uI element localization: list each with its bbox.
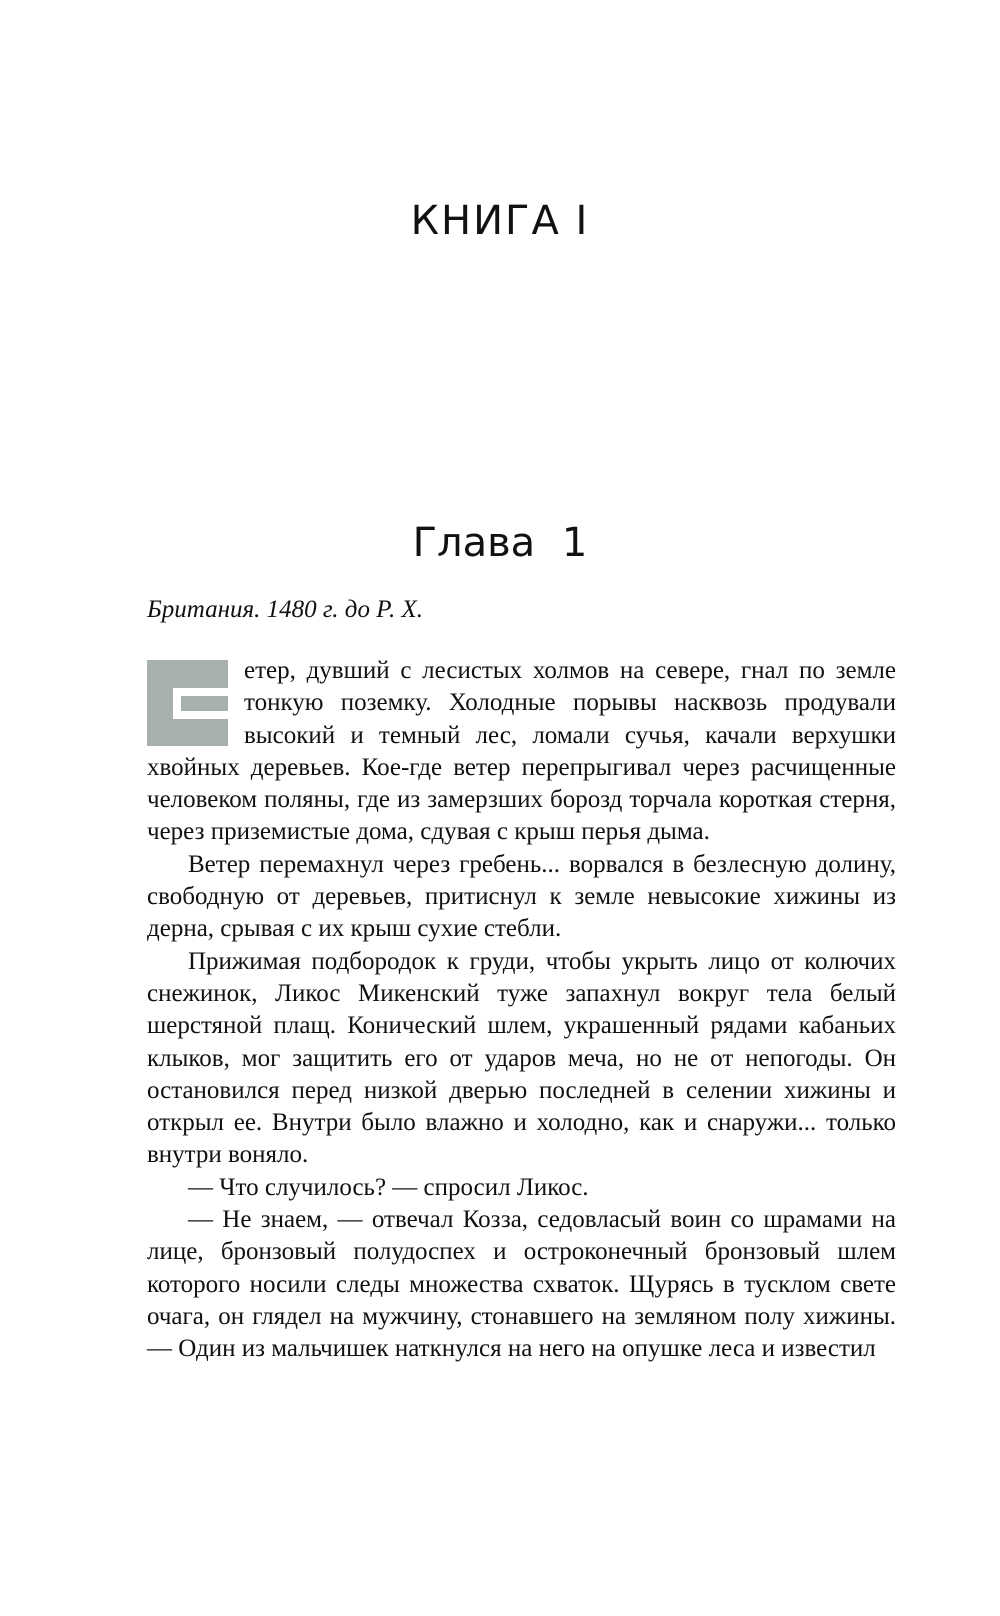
- dropcap-letter-icon: [147, 660, 228, 746]
- chapter-subtitle: Британия. 1480 г. до Р. Х.: [147, 596, 423, 623]
- paragraph-text: етер, дувший с лесистых холмов на севере, гнал по земле тонкую поземку. Холодные порывы насквозь продували высокий и темный лес, ломали сучья, качали верхушки хвойных деревьев. Кое-где ветер перепрыгивал через расчищенные человеком поляны, где из замерзших борозд торчала короткая стерня, через приземистые дома, сдувая с крыш перья дыма.: [147, 657, 896, 846]
- paragraph-1: [147, 655, 896, 849]
- chapter-title: Глава 1: [412, 520, 588, 566]
- paragraph-2: Ветер перемахнул через гребень... ворвался в безлесную долину, свободную от деревьев, притиснул к земле невысокие хижины из дерна, срывая с их крыш сухие стебли.: [147, 850, 896, 943]
- paragraph-5: — Не знаем, — отвечал Козза, седовласый воин со шрамами на лице, бронзовый полудоспех и остроконечный бронзовый шлем которого носили следы множества схваток. Щурясь в тусклом свете очага, он глядел на мужчину, стонавшего на земляном полу хижины. — Один из мальчишек наткнулся на него на опушке леса и известил: [147, 1206, 896, 1363]
- book-title: КНИГА I: [410, 198, 590, 244]
- chapter-body: [147, 655, 896, 1366]
- paragraph-3: Прижимая подбородок к груди, чтобы укрыть лицо от колючих снежинок, Ликос Микенский туже запахнул вокруг тела белый шерстяной плащ. Конический шлем, украшенный рядами кабаньих клыков, мог защитить его от ударов меча, но не от непогоды. Он остановился перед низкой дверью последней в селении хижины и открыл ее. Внутри было влажно и холодно, как и снаружи... только внутри воняло.: [147, 947, 896, 1169]
- dropcap-letter: [147, 660, 148, 661]
- paragraph-4: — Что случилось? — спросил Ликос.: [188, 1173, 589, 1201]
